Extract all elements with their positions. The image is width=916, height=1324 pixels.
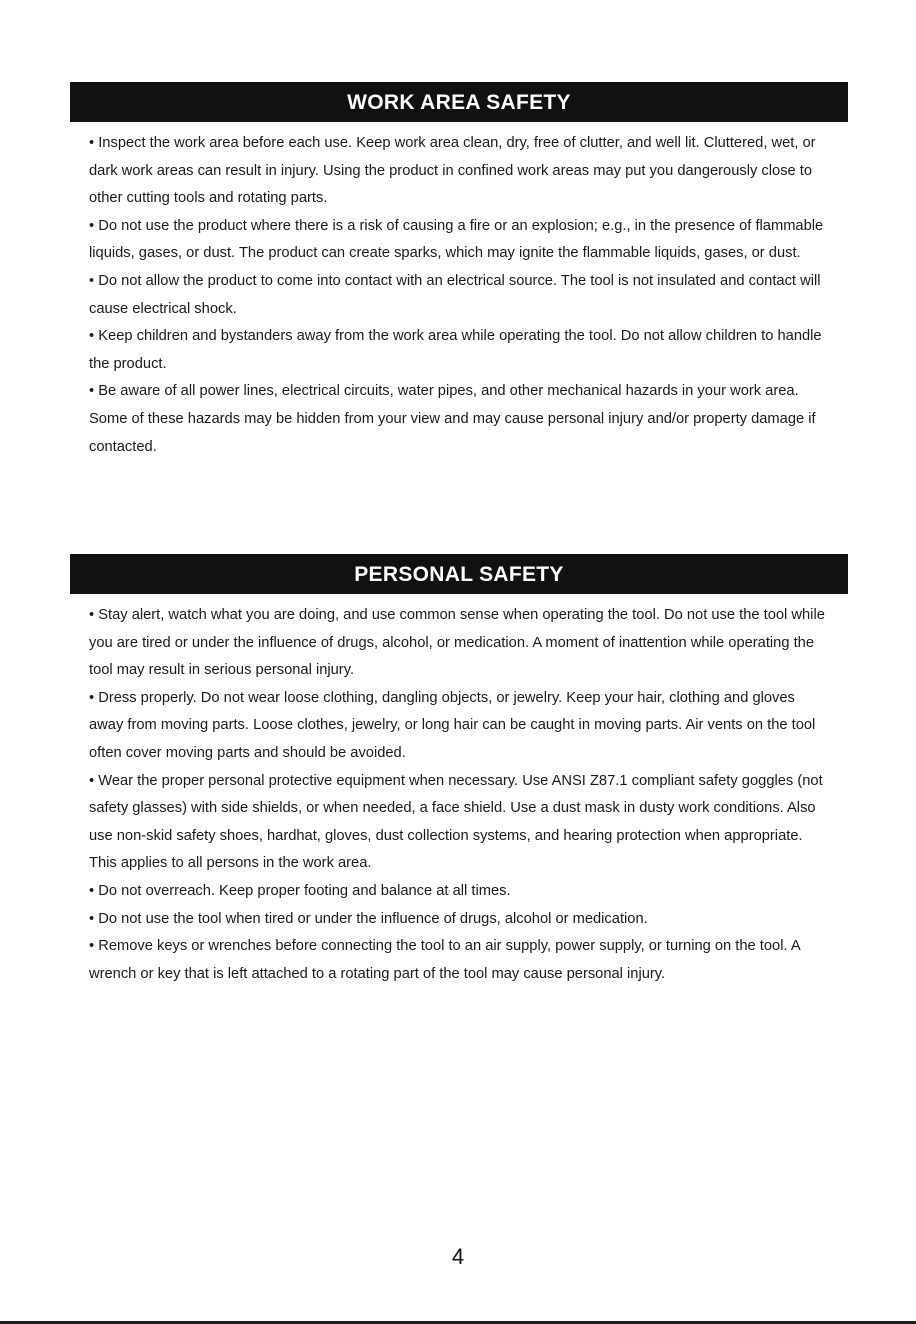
paragraph-tired-influence: • Do not use the tool when tired or under the influence of drugs, alcohol or medication. [89, 910, 648, 927]
paragraph-children-bystanders: • Keep children and bystanders away from the work area while operating the tool. Do not allow children to handle the product. [89, 328, 822, 372]
paragraph-electrical-source: • Do not allow the product to come into contact with an electrical source. The tool is not insulated and contact will cause electrical shock. [89, 272, 821, 317]
paragraph-dress-properly: • Dress properly. Do not wear loose clothing, dangling objects, or jewelry. Keep your hair, clothing and gloves away from moving parts. Loose clothes, jewelry, or long hair can be caught in moving parts. Air vents on the tool often cover moving parts and should be avoided. [89, 689, 816, 761]
section-body [70, 130, 848, 461]
section-heading: PERSONAL SAFETY [70, 554, 848, 594]
paragraph-fire-risk: • Do not use the product where there is a risk of causing a fire or an explosion; e.g., in the presence of flammable liquids, gases, or dust. The product can create sparks, which may ignite the flammable liquids, gases, or dust. [89, 217, 824, 262]
section-body [70, 602, 848, 988]
paragraph-hidden-hazards: • Be aware of all power lines, electrical circuits, water pipes, and other mechanical hazards in your work area. Some of these hazards may be hidden from your view and may cause personal injury and/or property damage if contacted. [89, 383, 816, 455]
paragraph-protective-equipment: • Wear the proper personal protective equipment when necessary. Use ANSI Z87.1 compliant safety goggles (not safety glasses) with side shields, or when needed, a face shield. Use a dust mask in dusty work conditions. Also use non-skid safety shoes, hardhat, gloves, dust collection systems, and hearing protection when appropriate. This applies to all persons in the work area. [89, 772, 823, 872]
work-area-safety-section [70, 82, 848, 461]
paragraph-stay-alert: • Stay alert, watch what you are doing, and use common sense when operating the tool. Do not use the tool while you are tired or under the influence of drugs, alcohol, or medication. A moment of inattention while operating the tool may result in serious personal injury. [89, 607, 825, 679]
section-heading: WORK AREA SAFETY [70, 82, 848, 122]
page-number: 4 [451, 1244, 465, 1269]
paragraph-inspect-work-area: • Inspect the work area before each use. Keep work area clean, dry, free of clutter, and well lit. Cluttered, wet, or dark work areas can result in injury. Using the product in confined work areas may put you dangerously close to other cutting tools and rotating parts. [89, 135, 816, 207]
paragraph-overreach: • Do not overreach. Keep proper footing and balance at all times. [89, 882, 511, 899]
personal-safety-section [70, 554, 848, 988]
paragraph-remove-keys: • Remove keys or wrenches before connecting the tool to an air supply, power supply, or turning on the tool. A wrench or key that is left attached to a rotating part of the tool may cause personal injury. [89, 938, 800, 982]
